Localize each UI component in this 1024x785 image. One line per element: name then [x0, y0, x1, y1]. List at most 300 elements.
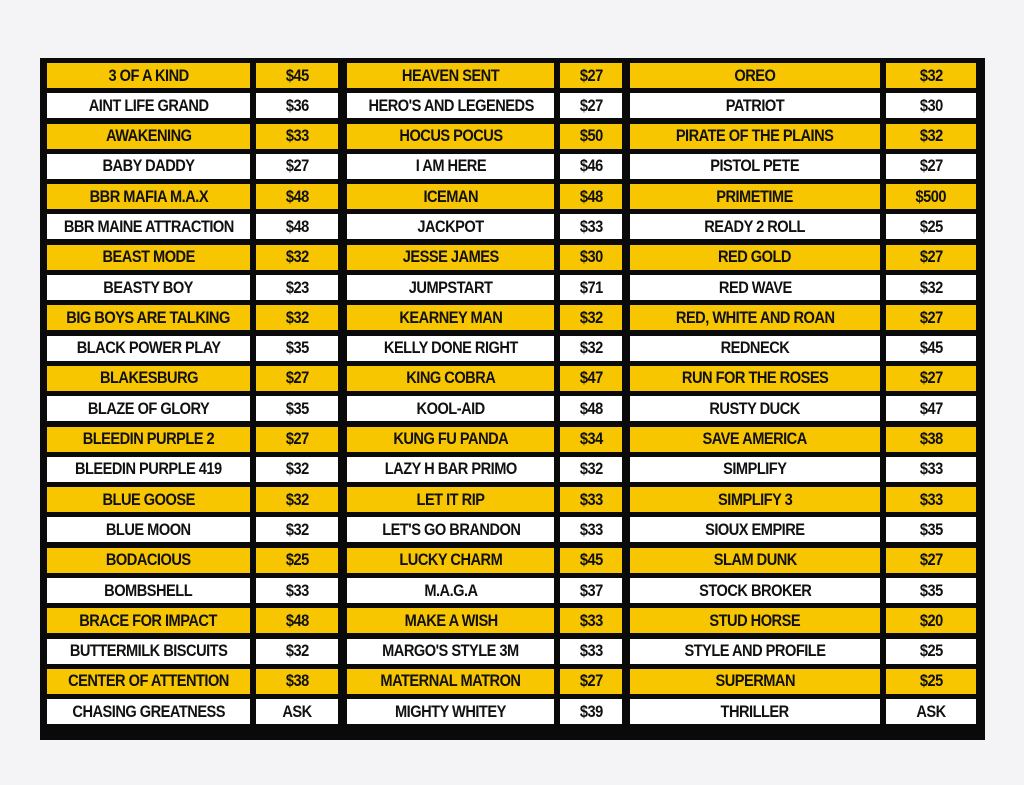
item-name-text: MAKE A WISH	[404, 610, 498, 630]
item-name	[630, 669, 880, 694]
item-price-text: $25	[919, 671, 943, 691]
item-name	[347, 548, 554, 573]
item-price	[256, 214, 338, 239]
list-item	[630, 578, 978, 603]
item-name-text: JESSE JAMES	[402, 247, 499, 267]
list-item	[47, 427, 341, 452]
item-price-text: $48	[579, 398, 603, 418]
item-price-text: $50	[579, 126, 603, 146]
item-price-text: $32	[285, 641, 309, 661]
item-price	[256, 578, 338, 603]
list-item	[47, 214, 341, 239]
list-item	[47, 154, 341, 179]
list-item	[630, 548, 978, 573]
item-price	[560, 214, 622, 239]
list-item	[347, 427, 624, 452]
item-price	[560, 63, 622, 88]
item-price	[560, 93, 622, 118]
item-name	[47, 427, 250, 452]
item-price	[886, 517, 976, 542]
list-item	[47, 487, 341, 512]
item-price-text: $32	[285, 459, 309, 479]
item-price-text: $25	[919, 641, 943, 661]
list-item	[47, 699, 341, 724]
item-name	[347, 366, 554, 391]
item-name	[47, 366, 250, 391]
item-name-text: BRACE FOR IMPACT	[79, 610, 218, 630]
item-name-text: CENTER OF ATTENTION	[68, 671, 229, 691]
item-price-text: $33	[579, 216, 603, 236]
item-name-text: KELLY DONE RIGHT	[383, 338, 518, 358]
list-item	[347, 366, 624, 391]
item-price-text: ASK	[916, 701, 946, 721]
item-name	[347, 184, 554, 209]
list-item	[47, 336, 341, 361]
item-name	[47, 124, 250, 149]
item-price	[256, 699, 338, 724]
item-name-text: STOCK BROKER	[698, 580, 811, 600]
item-price-text: $33	[919, 459, 943, 479]
item-name	[630, 487, 880, 512]
item-price-text: $47	[579, 368, 603, 388]
item-name	[47, 608, 250, 633]
item-price-text: $39	[579, 701, 603, 721]
list-item	[630, 699, 978, 724]
list-item	[47, 457, 341, 482]
item-price	[560, 548, 622, 573]
list-item	[347, 669, 624, 694]
item-price	[560, 578, 622, 603]
item-name	[630, 427, 880, 452]
list-item	[47, 93, 341, 118]
item-name-text: RUSTY DUCK	[709, 398, 801, 418]
item-name-text: HEAVEN SENT	[402, 65, 500, 85]
item-price-text: $33	[579, 519, 603, 539]
item-price	[560, 124, 622, 149]
item-name	[47, 639, 250, 664]
list-item	[347, 699, 624, 724]
item-name-text: JUMPSTART	[409, 277, 493, 297]
item-price-text: $27	[579, 65, 603, 85]
item-name-text: STUD HORSE	[709, 610, 801, 630]
item-name-text: MARGO'S STYLE 3M	[382, 641, 520, 661]
list-item	[630, 93, 978, 118]
price-column-1	[47, 63, 341, 735]
item-price	[886, 548, 976, 573]
list-item	[47, 275, 341, 300]
item-price	[886, 396, 976, 421]
item-name-text: LET'S GO BRANDON	[381, 519, 520, 539]
item-price	[886, 427, 976, 452]
item-price-text: $27	[919, 156, 943, 176]
item-name-text: CHASING GREATNESS	[72, 701, 225, 721]
item-name	[347, 396, 554, 421]
item-price-text: $27	[579, 671, 603, 691]
item-name	[47, 93, 250, 118]
item-price-text: $35	[919, 519, 943, 539]
item-name	[347, 305, 554, 330]
item-price-text: $32	[579, 338, 603, 358]
item-name	[347, 63, 554, 88]
item-price-text: ASK	[282, 701, 312, 721]
item-price	[886, 578, 976, 603]
item-price	[560, 457, 622, 482]
item-name-text: RED GOLD	[718, 247, 792, 267]
list-item	[47, 608, 341, 633]
item-price-text: $71	[579, 277, 603, 297]
item-name-text: SIMPLIFY 3	[717, 489, 792, 509]
item-price-text: $38	[919, 429, 943, 449]
list-item	[630, 366, 978, 391]
item-price	[560, 396, 622, 421]
item-price-text: $20	[919, 610, 943, 630]
list-item	[630, 639, 978, 664]
item-name-text: BODACIOUS	[106, 550, 191, 570]
list-item	[47, 578, 341, 603]
item-price-text: $34	[579, 429, 603, 449]
item-price-text: $35	[285, 398, 309, 418]
item-name	[630, 124, 880, 149]
item-price-text: $27	[579, 95, 603, 115]
item-name	[47, 396, 250, 421]
item-price	[256, 63, 338, 88]
list-item	[630, 669, 978, 694]
item-price-text: $45	[579, 550, 603, 570]
item-price	[886, 214, 976, 239]
price-board	[40, 58, 985, 740]
item-name-text: BEASTY BOY	[103, 277, 194, 297]
item-name-text: READY 2 ROLL	[704, 216, 806, 236]
item-name	[630, 336, 880, 361]
list-item	[630, 336, 978, 361]
list-item	[47, 639, 341, 664]
item-name-text: STYLE AND PROFILE	[684, 641, 826, 661]
price-column-2	[347, 63, 624, 735]
list-item	[47, 305, 341, 330]
item-name	[47, 245, 250, 270]
item-name-text: BLUE MOON	[106, 519, 191, 539]
list-item	[347, 124, 624, 149]
item-name	[347, 487, 554, 512]
item-price	[256, 517, 338, 542]
item-name	[347, 517, 554, 542]
item-name-text: BBR MAINE ATTRACTION	[63, 216, 234, 236]
item-price-text: $32	[919, 126, 943, 146]
item-price-text: $33	[285, 580, 309, 600]
list-item	[347, 396, 624, 421]
item-price-text: $45	[919, 338, 943, 358]
item-price	[886, 124, 976, 149]
item-name	[47, 669, 250, 694]
list-item	[47, 184, 341, 209]
item-price-text: $36	[285, 95, 309, 115]
list-item	[630, 63, 978, 88]
item-price	[256, 427, 338, 452]
item-price	[886, 154, 976, 179]
item-price-text: $32	[579, 459, 603, 479]
item-name	[347, 608, 554, 633]
item-price-text: $32	[285, 489, 309, 509]
item-name	[630, 517, 880, 542]
item-price	[886, 366, 976, 391]
item-price	[560, 336, 622, 361]
item-price	[256, 366, 338, 391]
item-price-text: $37	[579, 580, 603, 600]
item-name-text: THRILLER	[720, 701, 789, 721]
list-item	[630, 487, 978, 512]
item-name-text: PIRATE OF THE PLAINS	[676, 126, 834, 146]
item-name	[47, 154, 250, 179]
list-item	[347, 487, 624, 512]
item-price	[886, 457, 976, 482]
list-item	[630, 184, 978, 209]
item-name	[347, 336, 554, 361]
list-item	[347, 608, 624, 633]
list-item	[347, 548, 624, 573]
item-name-text: BABY DADDY	[102, 156, 195, 176]
item-name-text: AINT LIFE GRAND	[88, 95, 209, 115]
item-name-text: MATERNAL MATRON	[380, 671, 521, 691]
list-item	[630, 305, 978, 330]
item-price	[256, 124, 338, 149]
item-price	[886, 245, 976, 270]
item-name	[630, 93, 880, 118]
list-item	[630, 457, 978, 482]
item-price	[560, 184, 622, 209]
item-price-text: $25	[285, 550, 309, 570]
item-price	[256, 93, 338, 118]
item-price	[886, 184, 976, 209]
item-price	[560, 245, 622, 270]
item-name-text: LUCKY CHARM	[399, 550, 503, 570]
item-price-text: $25	[919, 216, 943, 236]
item-price-text: $27	[919, 550, 943, 570]
list-item	[630, 517, 978, 542]
item-name	[347, 669, 554, 694]
item-name	[630, 548, 880, 573]
item-name-text: BLEEDIN PURPLE 419	[75, 459, 222, 479]
item-name	[47, 214, 250, 239]
item-name-text: SIOUX EMPIRE	[705, 519, 805, 539]
item-name-text: ICEMAN	[423, 186, 479, 206]
item-price-text: $48	[285, 610, 309, 630]
item-price	[560, 154, 622, 179]
list-item	[347, 639, 624, 664]
item-name	[47, 184, 250, 209]
list-item	[347, 275, 624, 300]
item-name	[630, 214, 880, 239]
list-item	[347, 214, 624, 239]
item-name	[47, 699, 250, 724]
list-item	[630, 396, 978, 421]
item-price	[256, 669, 338, 694]
item-price-text: $48	[285, 216, 309, 236]
item-name	[47, 275, 250, 300]
item-price	[560, 699, 622, 724]
list-item	[47, 245, 341, 270]
item-price	[256, 548, 338, 573]
list-item	[630, 245, 978, 270]
item-name-text: 3 OF A KIND	[108, 65, 189, 85]
list-item	[347, 517, 624, 542]
list-item	[47, 669, 341, 694]
list-item	[47, 366, 341, 391]
item-name	[47, 336, 250, 361]
item-price-text: $27	[285, 368, 309, 388]
list-item	[47, 124, 341, 149]
list-item	[47, 396, 341, 421]
item-price-text: $32	[285, 307, 309, 327]
item-price	[256, 396, 338, 421]
item-name	[630, 608, 880, 633]
item-price	[886, 608, 976, 633]
item-name	[347, 457, 554, 482]
item-name	[630, 639, 880, 664]
list-item	[347, 63, 624, 88]
item-name	[630, 154, 880, 179]
list-item	[347, 154, 624, 179]
item-price	[256, 154, 338, 179]
list-item	[347, 336, 624, 361]
item-name	[630, 366, 880, 391]
item-price-text: $30	[579, 247, 603, 267]
item-name-text: I AM HERE	[415, 156, 487, 176]
item-price-text: $23	[285, 277, 309, 297]
item-price	[886, 336, 976, 361]
item-price-text: $33	[579, 641, 603, 661]
item-name-text: AWAKENING	[105, 126, 192, 146]
item-price	[886, 669, 976, 694]
item-name	[630, 184, 880, 209]
item-name-text: KOOL-AID	[416, 398, 485, 418]
item-name-text: BLEEDIN PURPLE 2	[82, 429, 215, 449]
item-price	[256, 336, 338, 361]
item-price-text: $38	[285, 671, 309, 691]
list-item	[347, 245, 624, 270]
item-name	[630, 275, 880, 300]
item-name	[630, 457, 880, 482]
item-name-text: KEARNEY MAN	[399, 307, 503, 327]
item-name-text: PRIMETIME	[716, 186, 794, 206]
item-price-text: $45	[285, 65, 309, 85]
item-price-text: $35	[285, 338, 309, 358]
list-item	[347, 578, 624, 603]
item-name-text: MIGHTY WHITEY	[395, 701, 507, 721]
item-name	[347, 245, 554, 270]
item-name	[47, 63, 250, 88]
item-price-text: $27	[919, 307, 943, 327]
item-price	[256, 245, 338, 270]
item-price-text: $32	[285, 247, 309, 267]
item-name	[347, 214, 554, 239]
item-price	[886, 93, 976, 118]
item-name	[347, 124, 554, 149]
item-price-text: $46	[579, 156, 603, 176]
list-item	[347, 305, 624, 330]
item-price-text: $27	[919, 247, 943, 267]
item-name	[630, 699, 880, 724]
item-name-text: HERO'S AND LEGENEDS	[368, 95, 534, 115]
list-item	[630, 275, 978, 300]
item-name-text: BBR MAFIA M.A.X	[89, 186, 208, 206]
item-price	[886, 639, 976, 664]
item-name-text: BOMBSHELL	[104, 580, 193, 600]
item-name	[347, 93, 554, 118]
item-price	[256, 184, 338, 209]
item-name-text: JACKPOT	[417, 216, 485, 236]
item-price-text: $27	[285, 156, 309, 176]
item-price-text: $500	[915, 186, 947, 206]
list-item	[347, 93, 624, 118]
item-name	[630, 305, 880, 330]
item-name	[347, 154, 554, 179]
item-price	[256, 275, 338, 300]
item-name-text: PATRIOT	[725, 95, 785, 115]
list-item	[47, 63, 341, 88]
item-price	[886, 275, 976, 300]
item-price	[560, 639, 622, 664]
item-price-text: $47	[919, 398, 943, 418]
item-price-text: $32	[919, 277, 943, 297]
item-price-text: $35	[919, 580, 943, 600]
item-name-text: BLAKESBURG	[99, 368, 198, 388]
item-name-text: KING COBRA	[406, 368, 496, 388]
item-price-text: $33	[579, 610, 603, 630]
item-price	[560, 608, 622, 633]
item-price	[256, 487, 338, 512]
item-price-text: $48	[579, 186, 603, 206]
item-price	[256, 305, 338, 330]
item-price-text: $27	[285, 429, 309, 449]
item-price	[886, 487, 976, 512]
item-name	[630, 396, 880, 421]
item-name	[47, 548, 250, 573]
item-name	[630, 245, 880, 270]
list-item	[47, 548, 341, 573]
list-item	[630, 214, 978, 239]
item-price-text: $27	[919, 368, 943, 388]
item-name-text: KUNG FU PANDA	[393, 429, 509, 449]
item-name	[347, 639, 554, 664]
list-item	[630, 124, 978, 149]
item-name-text: OREO	[734, 65, 776, 85]
item-name-text: BEAST MODE	[102, 247, 195, 267]
item-name-text: REDNECK	[720, 338, 790, 358]
item-name-text: SLAM DUNK	[713, 550, 797, 570]
item-name	[347, 275, 554, 300]
item-name-text: M.A.G.A	[424, 580, 478, 600]
item-name	[347, 578, 554, 603]
item-price	[560, 427, 622, 452]
item-name-text: RED, WHITE AND ROAN	[675, 307, 835, 327]
item-price	[886, 63, 976, 88]
list-item	[630, 608, 978, 633]
item-name-text: BLACK POWER PLAY	[76, 338, 221, 358]
item-name	[47, 578, 250, 603]
item-name-text: LAZY H BAR PRIMO	[384, 459, 517, 479]
item-price	[886, 305, 976, 330]
item-name-text: BLAZE OF GLORY	[87, 398, 210, 418]
item-price	[886, 699, 976, 724]
item-name-text: RUN FOR THE ROSES	[681, 368, 829, 388]
item-price	[256, 639, 338, 664]
item-price-text: $33	[579, 489, 603, 509]
item-price-text: $30	[919, 95, 943, 115]
list-item	[347, 457, 624, 482]
item-name	[347, 699, 554, 724]
list-item	[630, 154, 978, 179]
list-item	[47, 517, 341, 542]
